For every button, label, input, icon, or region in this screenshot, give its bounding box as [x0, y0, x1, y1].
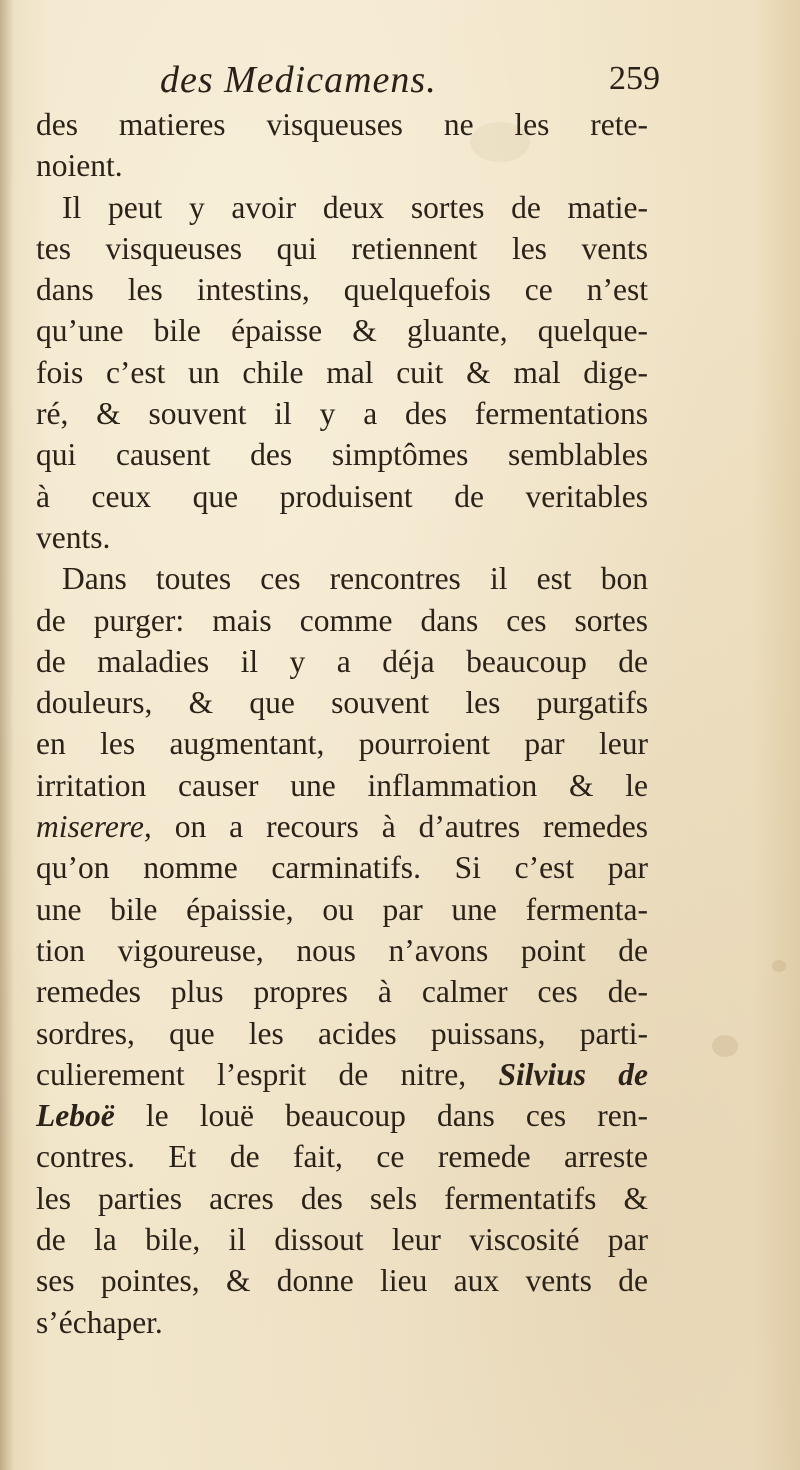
text-line: de purger: mais comme dans ces sortes	[36, 602, 648, 638]
paper-stain	[772, 960, 786, 972]
author-name: Leboë	[36, 1098, 115, 1134]
author-name: Silvius de	[498, 1056, 649, 1092]
text-line: s’échaper.	[36, 1304, 163, 1340]
text-line-with-latin	[36, 806, 648, 847]
paragraph-start-line: Dans toutes ces rencontres il est bon	[62, 561, 648, 597]
text-line: ré, & souvent il y a des fermentations	[36, 396, 648, 432]
text-line: irritation causer une inflammation & le	[36, 767, 648, 803]
page-header	[160, 58, 660, 106]
text-line: ses pointes, & donne lieu aux vents de	[36, 1263, 648, 1299]
text-line: des matieres visqueuses ne les rete-	[36, 107, 648, 142]
page-gutter-shadow	[0, 0, 14, 1470]
running-title: des Medicamens.	[160, 59, 437, 101]
text-line-with-author	[36, 1054, 648, 1095]
text-fragment: le louë beaucoup dans ces ren-	[145, 1098, 648, 1134]
text-line: qu’on nomme carminatifs. Si c’est par	[36, 850, 648, 886]
text-line: en les augmentant, pourroient par leur	[36, 726, 648, 762]
text-line: de maladies il y a déja beaucoup de	[36, 643, 648, 679]
text-line: douleurs, & que souvent les purgatifs	[36, 685, 648, 721]
text-line: les parties acres des sels fermentatifs &	[36, 1180, 648, 1216]
text-line: sordres, que les acides puissans, parti-	[36, 1015, 648, 1051]
text-line: tion vigoureuse, nous n’avons point de	[36, 932, 648, 968]
body-text	[36, 104, 648, 1343]
text-line: contres. Et de fait, ce remede arreste	[36, 1139, 648, 1175]
text-line: tes visqueuses qui retiennent les vents	[36, 230, 648, 266]
text-fragment: culierement l’esprit de nitre,	[36, 1056, 467, 1092]
latin-term: miserere,	[36, 809, 152, 845]
text-line: remedes plus propres à calmer ces de-	[36, 974, 648, 1010]
text-fragment: on a recours à d’autres remedes	[174, 809, 649, 845]
text-line-with-author	[36, 1095, 648, 1136]
page-number: 259	[609, 60, 660, 97]
text-line: une bile épaissie, ou par une fermenta-	[36, 891, 648, 927]
text-line: de la bile, il dissout leur viscosité par	[36, 1222, 648, 1258]
paragraph-start-line: Il peut y avoir deux sortes de matie-	[62, 189, 648, 225]
text-line: vents.	[36, 519, 111, 555]
text-line: qui causent des simptômes semblables	[36, 437, 648, 473]
paper-stain	[712, 1035, 738, 1057]
text-line: fois c’est un chile mal cuit & mal dige-	[36, 354, 648, 390]
text-line: noient.	[36, 148, 123, 184]
text-line: à ceux que produisent de veritables	[36, 478, 648, 514]
text-line: dans les intestins, quelquefois ce n’est	[36, 272, 648, 308]
text-line: qu’une bile épaisse & gluante, quelque-	[36, 313, 648, 349]
